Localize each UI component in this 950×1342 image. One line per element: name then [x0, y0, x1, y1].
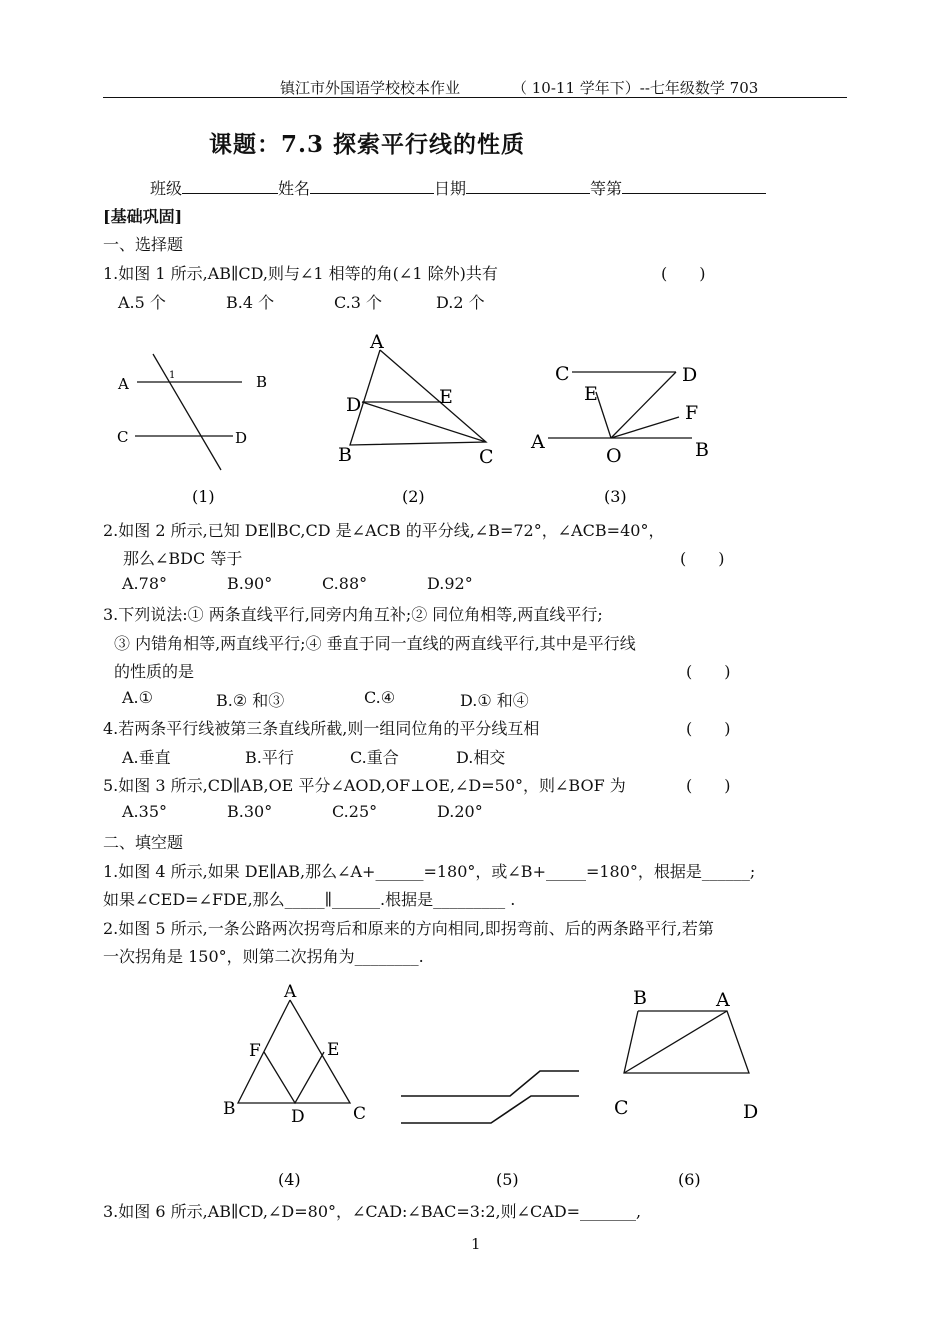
- figures-row-2: [200, 975, 800, 1195]
- header-school: 镇江市外国语学校校本作业: [280, 79, 461, 97]
- header-term: （ 10-11 学年下）--七年级数学 703: [512, 79, 759, 97]
- date-label: 日期: [434, 179, 467, 198]
- class-blank[interactable]: [182, 177, 278, 194]
- fig4-label-e: E: [327, 1040, 340, 1060]
- fill-q1-line2: 如果∠CED=∠FDE,那么_____∥______.根据是_________ .: [103, 890, 516, 909]
- part2-heading: 二、填空题: [103, 833, 184, 852]
- fig4-label-a: A: [284, 982, 297, 1002]
- grade-blank[interactable]: [622, 177, 766, 194]
- grade-label: 等第: [590, 179, 623, 198]
- figure-4: [223, 982, 366, 1127]
- name-blank[interactable]: [310, 177, 434, 194]
- fig4-label-b: B: [223, 1099, 236, 1119]
- figure-1: [117, 354, 267, 470]
- q2-option-c[interactable]: C.88°: [322, 574, 368, 593]
- fig6-trapezoid: [624, 1011, 749, 1073]
- fig4-label-d: D: [291, 1107, 305, 1127]
- fig2-label-d: D: [346, 394, 362, 416]
- q4-paren[interactable]: ( ): [686, 719, 731, 738]
- q3-option-a[interactable]: A.①: [122, 688, 153, 707]
- date-blank[interactable]: [466, 177, 590, 194]
- fig1-caption: (1): [192, 487, 215, 506]
- figure-6: [614, 987, 758, 1123]
- q1-option-d[interactable]: D.2 个: [436, 293, 485, 312]
- fig3-label-f: F: [685, 402, 699, 424]
- q5-stem: 5.如图 3 所示,CD∥AB,OE 平分∠AOD,OF⊥OE,∠D=50°，则∠BOF 为: [103, 776, 626, 795]
- fig3-line-oe: [596, 392, 611, 438]
- figures-row-1: [100, 325, 740, 510]
- fig2-label-b: B: [338, 444, 352, 466]
- section-basic: [基础巩固]: [103, 207, 183, 226]
- fill-q1-line1: 1.如图 4 所示,如果 DE∥AB,那么∠A+______=180°，或∠B+_____=180°，根据是______;: [103, 862, 756, 881]
- q3-paren[interactable]: ( ): [686, 662, 731, 681]
- q5-option-a[interactable]: A.35°: [122, 802, 167, 821]
- q5-option-b[interactable]: B.30°: [227, 802, 273, 821]
- fig1-label-a: A: [118, 375, 129, 393]
- fig1-label-c: C: [117, 428, 129, 446]
- fig2-label-e: E: [439, 386, 453, 408]
- q1-stem: 1.如图 1 所示,AB∥CD,则与∠1 相等的角(∠1 除外)共有: [103, 264, 498, 283]
- q2-option-b[interactable]: B.90°: [227, 574, 273, 593]
- fig2-caption: (2): [402, 487, 425, 506]
- fig6-label-b: B: [633, 987, 647, 1009]
- figure-5: [401, 1071, 579, 1123]
- fig6-label-a: A: [716, 989, 730, 1011]
- name-label: 姓名: [278, 179, 311, 198]
- figure-2: [338, 331, 494, 468]
- fig3-label-b: B: [695, 439, 709, 461]
- q3-option-c[interactable]: C.④: [364, 688, 396, 707]
- fill-q3-line1: 3.如图 6 所示,AB∥CD,∠D=80°，∠CAD:∠BAC=3:2,则∠CAD=_______,: [103, 1202, 642, 1221]
- fig3-label-e: E: [584, 383, 598, 405]
- class-label: 班级: [150, 179, 183, 198]
- q4-option-a[interactable]: A.垂直: [122, 748, 171, 767]
- info-fields: [150, 176, 766, 199]
- fig2-triangle: [350, 350, 486, 445]
- q5-option-c[interactable]: C.25°: [332, 802, 378, 821]
- q4-option-b[interactable]: B.平行: [245, 748, 294, 767]
- fig1-label-angle: 1: [169, 370, 176, 381]
- fill-q2-line1: 2.如图 5 所示,一条公路两次拐弯后和原来的方向相同,即拐弯前、后的两条路平行,若第: [103, 919, 714, 938]
- fig2-label-a: A: [370, 331, 384, 353]
- fig2-line-cd: [362, 402, 486, 442]
- q3-stem-line3: 的性质的是: [114, 662, 195, 681]
- header-rule: [103, 97, 847, 98]
- fig4-inner-lines: [264, 1052, 324, 1103]
- page-title: 课题：7.3 探索平行线的性质: [209, 131, 526, 158]
- q1-option-b[interactable]: B.4 个: [226, 293, 275, 312]
- q1-option-a[interactable]: A.5 个: [118, 293, 166, 312]
- fig6-label-d: D: [743, 1101, 759, 1123]
- q1-option-c[interactable]: C.3 个: [334, 293, 383, 312]
- q2-stem-line2: 那么∠BDC 等于: [123, 549, 243, 568]
- fig1-label-d: D: [235, 429, 248, 447]
- part1-heading: 一、选择题: [103, 235, 184, 254]
- fig2-label-c: C: [479, 446, 494, 468]
- fig3-label-a: A: [531, 431, 545, 453]
- fig5-road-lower: [401, 1096, 579, 1123]
- page-number: 1: [471, 1235, 481, 1253]
- q4-option-d[interactable]: D.相交: [456, 748, 506, 767]
- figure-3: [530, 363, 709, 467]
- fig3-caption: (3): [604, 487, 627, 506]
- q3-stem-line2: ③ 内错角相等,两直线平行;④ 垂直于同一直线的两直线平行,其中是平行线: [114, 634, 636, 653]
- q3-option-d[interactable]: D.① 和④: [460, 691, 529, 710]
- fig6-diagonal-ac: [624, 1011, 727, 1073]
- q2-stem-line1: 2.如图 2 所示,已知 DE∥BC,CD 是∠ACB 的平分线,∠B=72°，∠ACB=40°，: [103, 521, 665, 540]
- fig5-caption: (5): [496, 1170, 519, 1189]
- fig3-label-c: C: [555, 363, 570, 385]
- q5-paren[interactable]: ( ): [686, 776, 731, 795]
- q2-paren[interactable]: ( ): [680, 549, 725, 568]
- fig1-transversal: [153, 354, 221, 470]
- q4-stem: 4.若两条平行线被第三条直线所截,则一组同位角的平分线互相: [103, 719, 540, 738]
- q3-option-b[interactable]: B.② 和③: [216, 691, 285, 710]
- fig3-label-o: O: [606, 445, 622, 467]
- fill-q2-line2: 一次拐角是 150°，则第二次拐角为________.: [103, 947, 424, 966]
- q2-option-d[interactable]: D.92°: [427, 574, 473, 593]
- fig6-caption: (6): [678, 1170, 701, 1189]
- fig6-label-c: C: [614, 1097, 629, 1119]
- q3-stem-line1: 3.下列说法:① 两条直线平行,同旁内角互补;② 同位角相等,两直线平行;: [103, 605, 603, 624]
- fig4-label-f: F: [249, 1041, 261, 1061]
- q4-option-c[interactable]: C.重合: [350, 748, 399, 767]
- q1-paren[interactable]: ( ): [661, 264, 706, 283]
- fig4-label-c: C: [353, 1104, 367, 1124]
- fig1-label-b: B: [256, 373, 268, 391]
- fig4-caption: (4): [278, 1170, 301, 1189]
- q5-option-d[interactable]: D.20°: [437, 802, 483, 821]
- q2-option-a[interactable]: A.78°: [122, 574, 167, 593]
- fig5-road-upper: [401, 1071, 579, 1096]
- fig3-label-d: D: [682, 364, 698, 386]
